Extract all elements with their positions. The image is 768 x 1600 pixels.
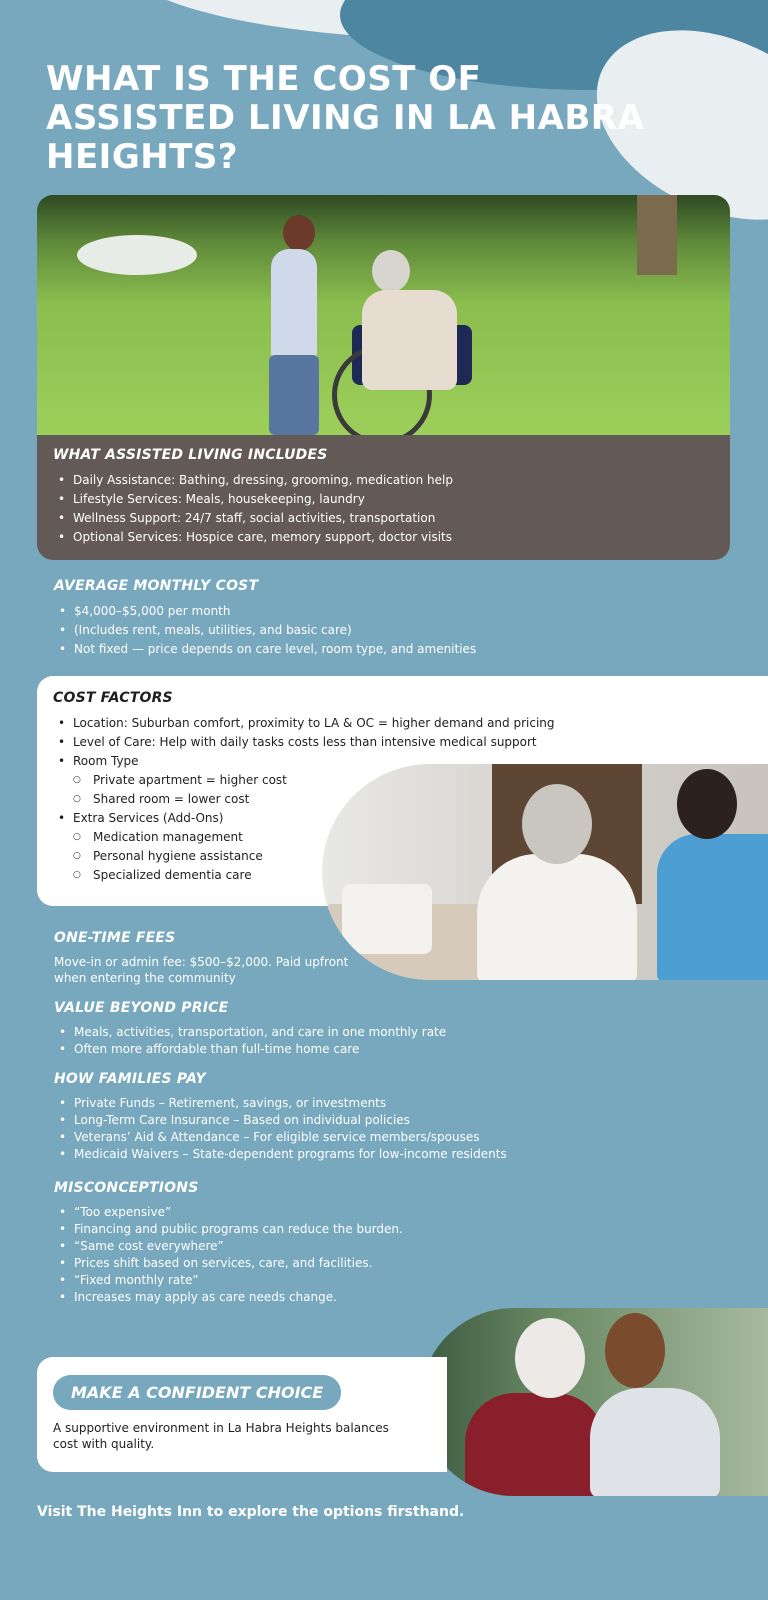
list-item: • Extra Services (Add-Ons)	[53, 809, 752, 828]
pay-list	[54, 1095, 694, 1163]
shrub	[77, 235, 197, 275]
average-heading: AVERAGE MONTHLY COST	[54, 578, 259, 594]
elder-head	[515, 1318, 585, 1398]
list-item: • Daily Assistance: Bathing, dressing, grooming, medication help	[53, 471, 714, 490]
sub-list-item: ○ Medication management	[53, 828, 752, 847]
footer-text: Visit The Heights Inn to explore the options firsthand.	[37, 1504, 465, 1520]
list-item: • Long-Term Care Insurance – Based on individual policies	[54, 1112, 694, 1129]
caregiver-legs	[269, 355, 319, 435]
average-cost-section	[54, 578, 714, 659]
misconceptions-section	[54, 1180, 694, 1306]
list-item: • Lifestyle Services: Meals, housekeeping, laundry	[53, 490, 714, 509]
elder-body	[465, 1393, 605, 1496]
one-time-fees-section	[54, 930, 354, 986]
list-item: • Private Funds – Retirement, savings, or investments	[54, 1095, 694, 1112]
cta-pill-heading: MAKE A CONFIDENT CHOICE	[53, 1375, 341, 1410]
sub-list-item: ○ Personal hygiene assistance	[53, 847, 752, 866]
includes-heading: WHAT ASSISTED LIVING INCLUDES	[53, 447, 328, 463]
elder-body	[362, 290, 457, 390]
list-item: • Veterans’ Aid & Attendance – For eligible service members/spouses	[54, 1129, 694, 1146]
sub-list-item: ○ Shared room = lower cost	[53, 790, 752, 809]
photo-nurse-with-elder	[322, 764, 768, 980]
nurse-head	[677, 769, 737, 839]
list-item: • “Too expensive”	[54, 1204, 694, 1221]
list-item: • “Same cost everywhere”	[54, 1238, 694, 1255]
sub-list-item: ○ Private apartment = higher cost	[53, 771, 752, 790]
page-title: WHAT IS THE COST OF ASSISTED LIVING IN LA HABRA HEIGHTS?	[46, 59, 645, 177]
photo-caregiver-wheelchair	[37, 195, 730, 435]
value-list	[54, 1024, 694, 1058]
cta-panel	[37, 1357, 447, 1472]
elder-head	[522, 784, 592, 864]
misconceptions-heading: MISCONCEPTIONS	[54, 1180, 199, 1196]
caregiver-head	[283, 215, 315, 251]
room-type-label: Room Type	[73, 754, 139, 768]
fees-text: Move-in or admin fee: $500–$2,000. Paid upfront when entering the community	[54, 955, 349, 985]
value-heading: VALUE BEYOND PRICE	[54, 1000, 229, 1016]
pay-heading: HOW FAMILIES PAY	[54, 1071, 206, 1087]
list-item: • Optional Services: Hospice care, memory support, doctor visits	[53, 528, 714, 547]
factors-heading: COST FACTORS	[53, 690, 173, 706]
list-item: • Often more affordable than full-time home care	[54, 1041, 694, 1058]
caregiver-body	[590, 1388, 720, 1496]
misconceptions-list	[54, 1204, 694, 1306]
tree-trunk	[637, 195, 677, 275]
list-item: • Increases may apply as care needs change.	[54, 1289, 694, 1306]
average-list	[54, 602, 714, 659]
how-families-pay-section	[54, 1071, 694, 1163]
sub-list-item: ○ Specialized dementia care	[53, 866, 752, 885]
caregiver-head	[605, 1313, 665, 1388]
list-item: • Location: Suburban comfort, proximity to LA & OC = higher demand and pricing	[53, 714, 752, 733]
list-item: • “Fixed monthly rate”	[54, 1272, 694, 1289]
photo-elder-and-caregiver	[420, 1308, 768, 1496]
caregiver-figure	[265, 215, 325, 425]
includes-panel	[37, 435, 730, 560]
list-item: • (Includes rent, meals, utilities, and basic care)	[54, 621, 714, 640]
list-item: • Medicaid Waivers – State-dependent programs for low-income residents	[54, 1146, 694, 1163]
list-item: • Prices shift based on services, care, and facilities.	[54, 1255, 694, 1272]
elder-head	[372, 250, 410, 292]
list-item: • Wellness Support: 24/7 staff, social activities, transportation	[53, 509, 714, 528]
list-item: • Not fixed — price depends on care level, room type, and amenities	[54, 640, 714, 659]
value-section	[54, 1000, 694, 1058]
list-item: • Financing and public programs can reduce the burden.	[54, 1221, 694, 1238]
elder-body	[477, 854, 637, 980]
nurse-body	[657, 834, 768, 980]
caregiver-body	[271, 249, 317, 359]
elder-figure	[362, 250, 482, 420]
includes-list	[53, 471, 714, 547]
cta-text: A supportive environment in La Habra Heights balances cost with quality.	[53, 1421, 389, 1451]
list-item: • Meals, activities, transportation, and care in one monthly rate	[54, 1024, 694, 1041]
factors-list	[53, 714, 752, 771]
pillow	[342, 884, 432, 954]
list-item: • $4,000–$5,000 per month	[54, 602, 714, 621]
list-item: • Level of Care: Help with daily tasks costs less than intensive medical support	[53, 733, 752, 752]
fees-heading: ONE-TIME FEES	[54, 930, 176, 946]
